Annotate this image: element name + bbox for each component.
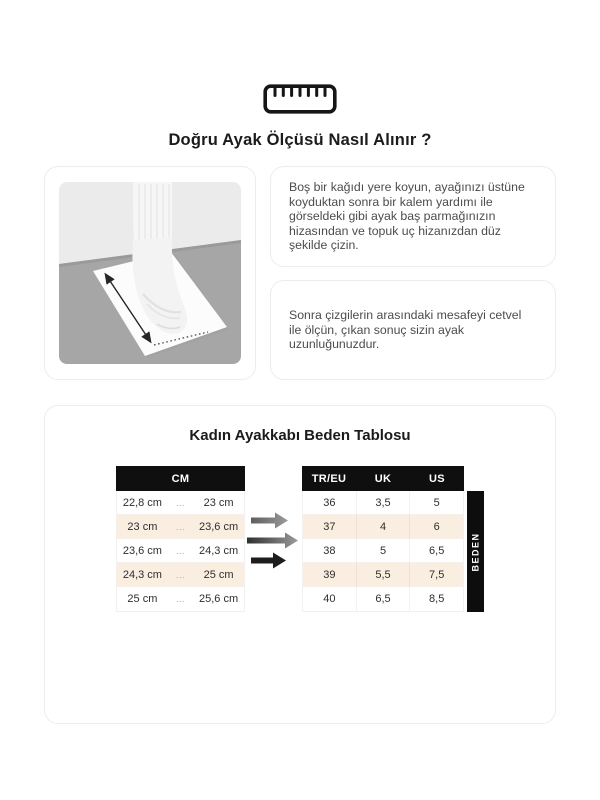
cm-table-header: CM xyxy=(116,466,245,491)
cm-row xyxy=(117,491,244,515)
beden-bar xyxy=(467,491,484,612)
size-table-header-row xyxy=(302,466,464,491)
treu-value: 37 xyxy=(323,520,336,533)
instruction-card-2 xyxy=(270,280,556,380)
size-row xyxy=(303,491,463,515)
cm-to: 25 cm xyxy=(203,568,234,581)
foot-measurement-photo xyxy=(59,182,241,364)
cm-from: 24,3 cm xyxy=(122,568,162,581)
cm-row xyxy=(117,539,244,563)
measure-photo-card xyxy=(44,166,256,380)
size-row xyxy=(303,539,463,563)
cm-to: 24,3 cm xyxy=(199,544,239,557)
range-separator: ... xyxy=(175,569,185,580)
cm-row xyxy=(117,587,244,611)
size-row xyxy=(303,563,463,587)
ruler-icon-wrap xyxy=(0,84,600,114)
range-separator: ... xyxy=(175,497,185,508)
size-table-body xyxy=(302,491,464,612)
page-title: Doğru Ayak Ölçüsü Nasıl Alınır ? xyxy=(168,131,432,149)
cm-table xyxy=(116,466,245,612)
us-value: 6 xyxy=(409,515,463,538)
header-uk: UK xyxy=(374,472,392,485)
arrows-box xyxy=(245,466,302,569)
header-treu: TR/EU xyxy=(311,472,347,485)
mapping-arrows-icon xyxy=(247,511,301,569)
size-row xyxy=(303,515,463,539)
treu-value: 38 xyxy=(323,544,336,557)
us-value: 7,5 xyxy=(409,563,463,586)
cm-from: 23,6 cm xyxy=(122,544,162,557)
uk-value: 6,5 xyxy=(356,587,410,611)
range-separator: ... xyxy=(175,521,185,532)
treu-value: 40 xyxy=(323,593,336,605)
range-separator: ... xyxy=(175,545,185,556)
cm-to: 23,6 cm xyxy=(199,520,239,533)
instruction-column xyxy=(270,166,556,380)
measure-section xyxy=(44,166,556,380)
cm-to: 23 cm xyxy=(203,496,234,509)
cm-row xyxy=(117,515,244,539)
size-tables-row xyxy=(45,466,555,612)
uk-value: 5 xyxy=(356,539,410,562)
range-separator: ... xyxy=(175,594,185,604)
cm-from: 23 cm xyxy=(127,520,158,533)
size-table-card xyxy=(44,405,556,724)
uk-value: 3,5 xyxy=(356,491,410,514)
size-table-title: Kadın Ayakkabı Beden Tablosu xyxy=(189,427,411,444)
beden-label: BEDEN xyxy=(470,531,481,572)
size-row xyxy=(303,587,463,611)
treu-value: 39 xyxy=(323,568,336,581)
instruction-step2-text: Sonra çizgilerin arasındaki mesafeyi cetvel ile ölçün, çıkan sonuç sizin ayak uzunluğunuzdur. xyxy=(289,308,522,352)
treu-value: 36 xyxy=(323,496,336,509)
us-value: 6,5 xyxy=(409,539,463,562)
ruler-icon xyxy=(263,84,337,114)
cm-from: 22,8 cm xyxy=(122,496,162,509)
cm-table-body xyxy=(116,491,245,612)
cm-row xyxy=(117,563,244,587)
us-value: 8,5 xyxy=(409,587,463,611)
instruction-card-1 xyxy=(270,166,556,267)
header-us: US xyxy=(429,472,445,485)
uk-value: 5,5 xyxy=(356,563,410,586)
cm-to: 25,6 cm xyxy=(199,593,239,605)
us-value: 5 xyxy=(409,491,463,514)
uk-value: 4 xyxy=(356,515,410,538)
cm-from: 25 cm xyxy=(127,593,158,605)
instruction-step1-text: Boş bir kağıdı yere koyun, ayağınızı üstüne koyduktan sonra bir kalem yardımı ile görseldeki gibi ayak baş parmağınızın hizasından ve topuk uç hizanızdan düz şekilde çizin. xyxy=(289,180,525,253)
size-table xyxy=(302,466,464,612)
